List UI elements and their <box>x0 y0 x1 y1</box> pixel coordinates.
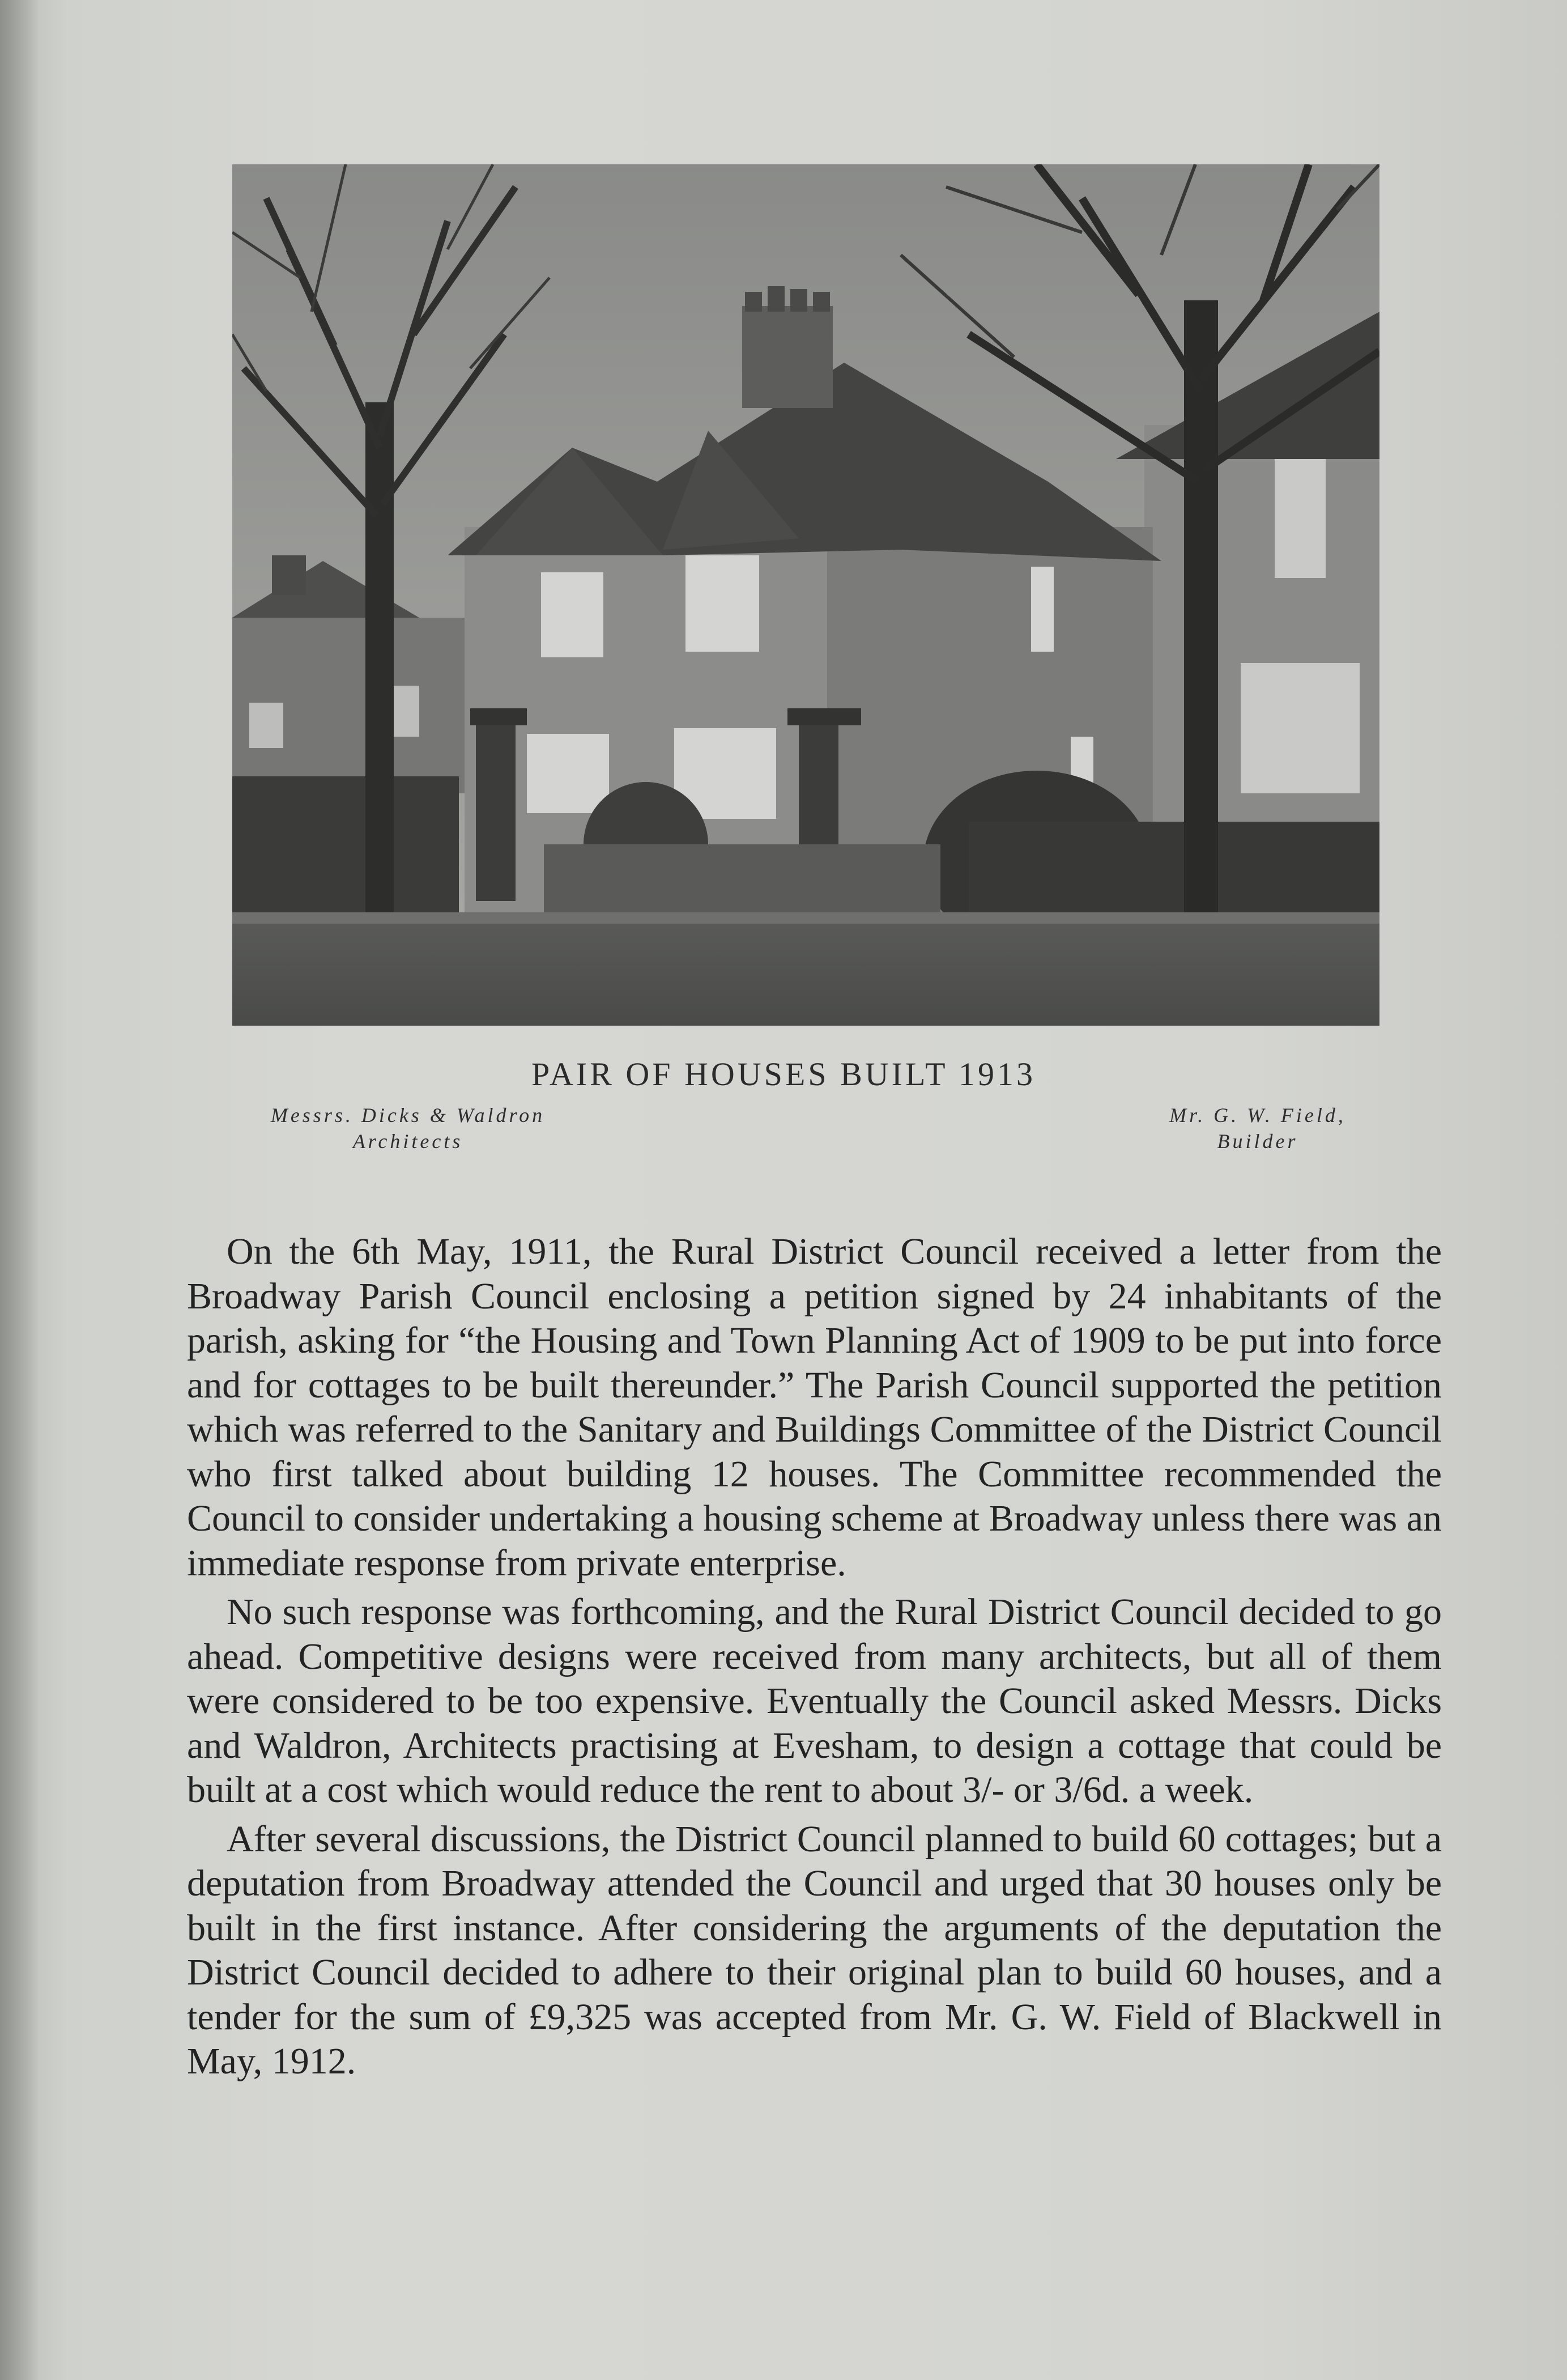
house-photograph <box>232 164 1379 1026</box>
body-text <box>187 1230 1442 2089</box>
architects-credit <box>238 1102 578 1154</box>
paragraph-1: On the 6th May, 1911, the Rural District Council received a letter from the Broadway Parish Council enclosing a petition signed by 24 inhabitants of the parish, asking for “the Housing and Town Planning Act of 1909 to be put into force and for cottages to be built thereunder.” The Parish Council supported the petition which was referred to the Sanitary and Buildings Committee of the District Council who first talked about building 12 houses. The Committee recommended the Council to consider undertaking a housing scheme at Broadway unless there was an immediate response from private enterprise. <box>187 1231 1442 1584</box>
builder-name: Mr. G. W. Field, <box>1169 1104 1346 1127</box>
house-photograph-illustration <box>232 164 1379 1026</box>
photo-caption-title: PAIR OF HOUSES BUILT 1913 <box>531 1056 1036 1093</box>
paragraph-3: After several discussions, the District Council planned to build 60 cottages; but a deputation from Broadway attended the Council and urged that 30 houses only be built in the first instance. After considering the arguments of the deputation the District Council decided to adhere to their original plan to build 60 houses, and a tender for the sum of £9,325 was accepted from Mr. G. W. Field of Blackwell in May, 1912. <box>187 1818 1442 2082</box>
builder-credit <box>1110 1102 1405 1154</box>
architects-name: Messrs. Dicks & Waldron <box>270 1104 546 1127</box>
builder-role: Builder <box>1217 1130 1298 1153</box>
paragraph-2: No such response was forthcoming, and the Rural District Council decided to go ahead. Competitive designs were received from many architects, but all of them were considered to be too expensive. Eventually the Council asked Messrs. Dicks and Waldron, Architects practising at Evesham, to design a cottage that could be built at a cost which would reduce the rent to about 3/- or 3/6d. a week. <box>187 1591 1442 1810</box>
architects-role: Architects <box>352 1130 463 1153</box>
